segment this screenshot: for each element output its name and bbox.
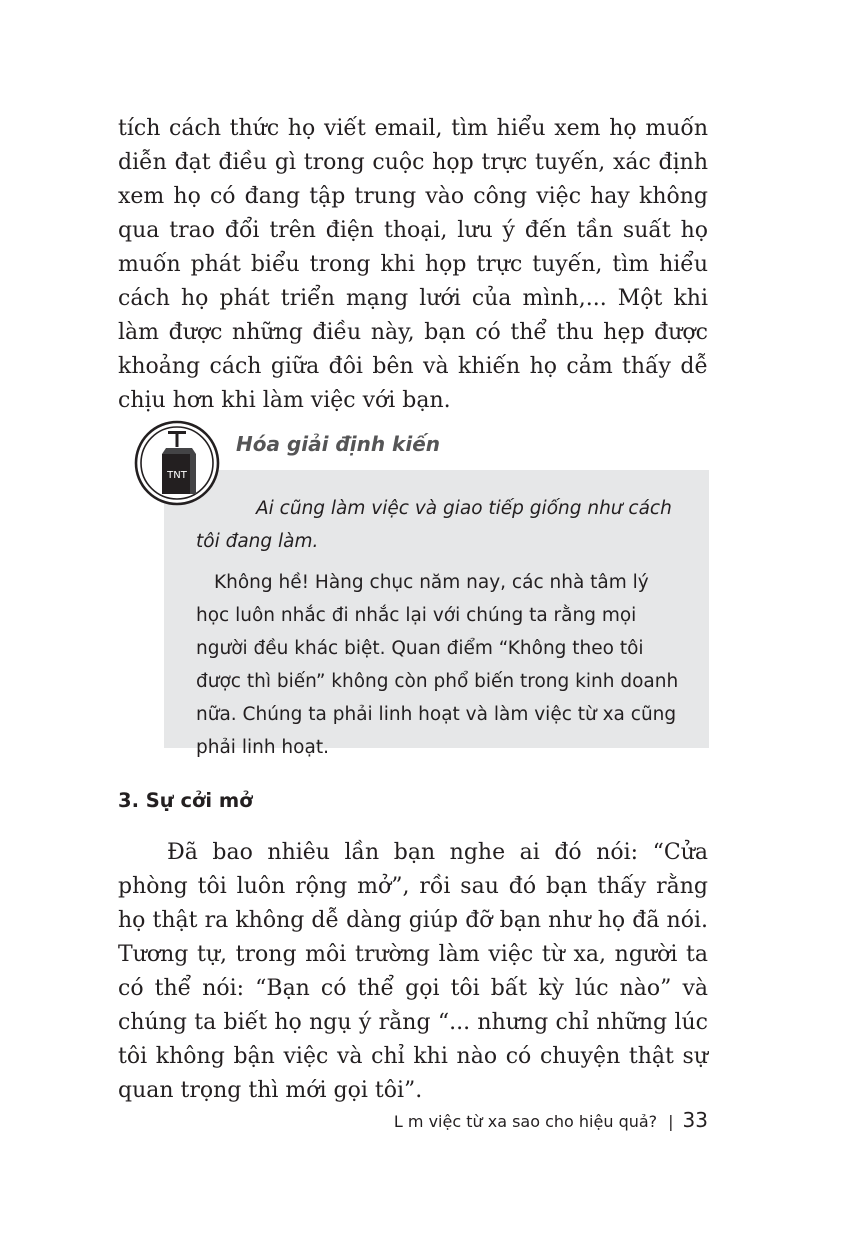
body-paragraph-top: tích cách thức họ viết email, tìm hiểu xem họ muốn diễn đạt điều gì trong cuộc họp trực tuyến, xác định xem họ có đang tập trung vào công việc hay không qua trao đổi trên điện thoại, lưu ý đến tần suất họ muốn phát biểu trong khi họp trực tuyến, tìm hiểu cách họ phát triển mạng lưới của mình,... Một khi làm được những điều này, bạn có thể thu hẹp được khoảng cách giữa đôi bên và khiến họ cảm thấy dễ chịu hơn khi làm việc với bạn. <box>118 116 708 413</box>
section-paragraph: Đã bao nhiêu lần bạn nghe ai đó nói: “Cửa phòng tôi luôn rộng mở”, rồi sau đó bạn thấy rằng họ thật ra không dễ dàng giúp đỡ bạn như họ đã nói. Tương tự, trong môi trường làm việc từ xa, người ta có thể nói: “Bạn có thể gọi tôi bất kỳ lúc nào” và chúng ta biết họ ngụ ý rằng “... nhưng chỉ những lúc tôi không bận việc và chỉ khi nào có chuyện thật sự quan trọng thì mới gọi tôi”. <box>118 840 708 1103</box>
callout-answer: Không hề! Hàng chục năm nay, các nhà tâm lý học luôn nhắc đi nhắc lại với chúng ta rằng mọi người đều khác biệt. Quan điểm “Không theo tôi được thì biến” không còn phổ biến trong kinh doanh nữa. Chúng ta phải linh hoạt và làm việc từ xa cũng phải linh hoạt. <box>196 572 679 758</box>
footer-separator: | <box>668 1112 674 1131</box>
section-heading: 3. Sự cởi mở <box>118 789 253 812</box>
running-title: L m việc từ xa sao cho hiệu quả? <box>393 1112 658 1131</box>
callout-title: Hóa giải định kiến <box>236 432 440 456</box>
tnt-label: TNT <box>167 470 187 481</box>
page-number: 33 <box>682 1108 708 1132</box>
callout-quote: Ai cũng làm việc và giao tiếp giống như cách tôi đang làm. <box>196 498 672 552</box>
page-footer <box>394 1108 708 1132</box>
